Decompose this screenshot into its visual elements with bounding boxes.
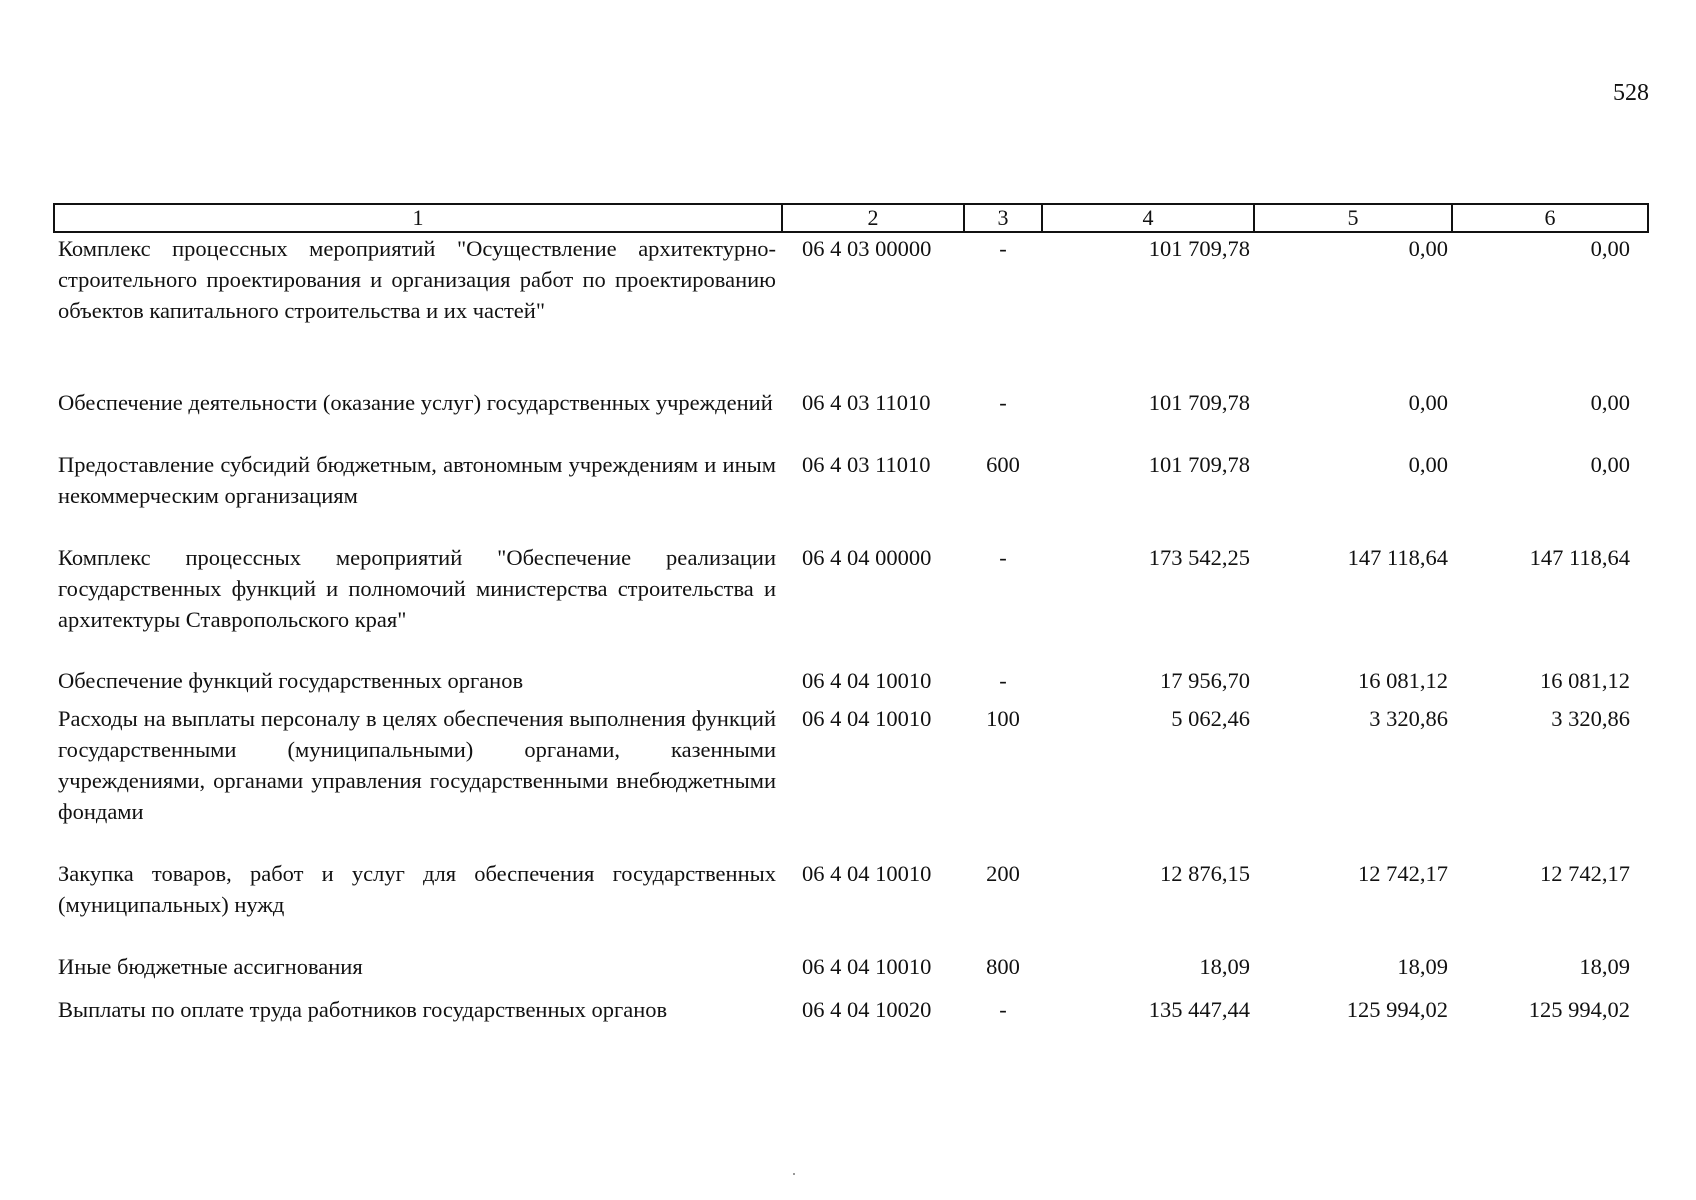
table-row xyxy=(54,387,1648,449)
row-expense-type: - xyxy=(999,390,1007,415)
table-row xyxy=(54,994,1648,1034)
header-row xyxy=(54,204,1648,232)
row-value-6: 0,00 xyxy=(1590,452,1630,477)
row-value-6: 0,00 xyxy=(1590,236,1630,261)
row-expense-type: - xyxy=(999,668,1007,693)
row-code: 06 4 03 00000 xyxy=(802,236,932,261)
row-value-5: 0,00 xyxy=(1408,452,1448,477)
page-number: 528 xyxy=(1613,80,1649,106)
row-name: Закупка товаров, работ и услуг для обеспечения государственных (муниципальных) нужд xyxy=(58,861,776,917)
row-value-4: 101 709,78 xyxy=(1148,236,1250,261)
row-code: 06 4 03 11010 xyxy=(802,452,931,477)
row-value-4: 17 956,70 xyxy=(1160,668,1250,693)
row-code: 06 4 04 10020 xyxy=(802,997,932,1022)
row-value-4: 101 709,78 xyxy=(1148,452,1250,477)
row-value-6: 16 081,12 xyxy=(1540,668,1630,693)
row-code: 06 4 04 10010 xyxy=(802,861,932,886)
row-value-4: 101 709,78 xyxy=(1148,390,1250,415)
row-value-5: 125 994,02 xyxy=(1346,997,1448,1022)
column-header-5: 5 xyxy=(1254,204,1452,232)
row-code: 06 4 04 10010 xyxy=(802,954,932,979)
row-code: 06 4 04 00000 xyxy=(802,545,932,570)
scan-speck xyxy=(793,1173,795,1175)
row-expense-type: - xyxy=(999,545,1007,570)
row-expense-type: - xyxy=(999,236,1007,261)
row-expense-type: 200 xyxy=(986,861,1020,886)
row-value-6: 0,00 xyxy=(1590,390,1630,415)
table-row xyxy=(54,665,1648,703)
row-name: Комплекс процессных мероприятий "Осуществление архитектурно-строительного проектирования и организация работ по проектированию объектов капитального строительства и их частей" xyxy=(58,236,776,323)
column-header-1: 1 xyxy=(54,204,782,232)
row-code: 06 4 04 10010 xyxy=(802,706,932,731)
row-name: Иные бюджетные ассигнования xyxy=(58,954,363,979)
row-value-6: 12 742,17 xyxy=(1540,861,1630,886)
row-expense-type: 100 xyxy=(986,706,1020,731)
row-value-6: 18,09 xyxy=(1579,954,1630,979)
row-value-6: 3 320,86 xyxy=(1551,706,1630,731)
row-value-4: 173 542,25 xyxy=(1148,545,1250,570)
row-value-5: 147 118,64 xyxy=(1347,545,1448,570)
row-code: 06 4 04 10010 xyxy=(802,668,932,693)
row-expense-type: - xyxy=(999,997,1007,1022)
row-value-4: 5 062,46 xyxy=(1171,706,1250,731)
row-name: Обеспечение функций государственных органов xyxy=(58,668,524,693)
row-value-6: 147 118,64 xyxy=(1529,545,1630,570)
row-expense-type: 600 xyxy=(986,452,1020,477)
row-value-4: 12 876,15 xyxy=(1160,861,1250,886)
table-row xyxy=(54,703,1648,858)
row-value-5: 3 320,86 xyxy=(1369,706,1448,731)
table-row xyxy=(54,542,1648,665)
row-value-5: 0,00 xyxy=(1408,390,1448,415)
row-value-5: 16 081,12 xyxy=(1358,668,1448,693)
column-header-6: 6 xyxy=(1452,204,1648,232)
row-code: 06 4 03 11010 xyxy=(802,390,931,415)
row-value-4: 18,09 xyxy=(1199,954,1250,979)
budget-table xyxy=(53,203,1649,1034)
table-row xyxy=(54,449,1648,542)
row-expense-type: 800 xyxy=(986,954,1020,979)
row-value-6: 125 994,02 xyxy=(1528,997,1630,1022)
row-name: Комплекс процессных мероприятий "Обеспечение реализации государственных функций и полномочий министерства строительства и архитектуры Ставропольского края" xyxy=(58,545,776,632)
row-value-5: 18,09 xyxy=(1397,954,1448,979)
column-header-3: 3 xyxy=(964,204,1042,232)
column-header-2: 2 xyxy=(782,204,964,232)
table-row xyxy=(54,858,1648,951)
row-name: Обеспечение деятельности (оказание услуг) государственных учреждений xyxy=(58,390,773,415)
row-value-5: 0,00 xyxy=(1408,236,1448,261)
table-row xyxy=(54,951,1648,994)
row-value-4: 135 447,44 xyxy=(1148,997,1250,1022)
table-row xyxy=(54,232,1648,387)
column-header-4: 4 xyxy=(1042,204,1254,232)
row-name: Расходы на выплаты персоналу в целях обеспечения выполнения функций государственными (муниципальными) органами, казенными учреждениями, органами управления государственными внебюджетными фондами xyxy=(58,706,776,824)
row-value-5: 12 742,17 xyxy=(1358,861,1448,886)
row-name: Выплаты по оплате труда работников государственных органов xyxy=(58,997,668,1022)
row-name: Предоставление субсидий бюджетным, автономным учреждениям и иным некоммерческим организациям xyxy=(58,452,776,508)
